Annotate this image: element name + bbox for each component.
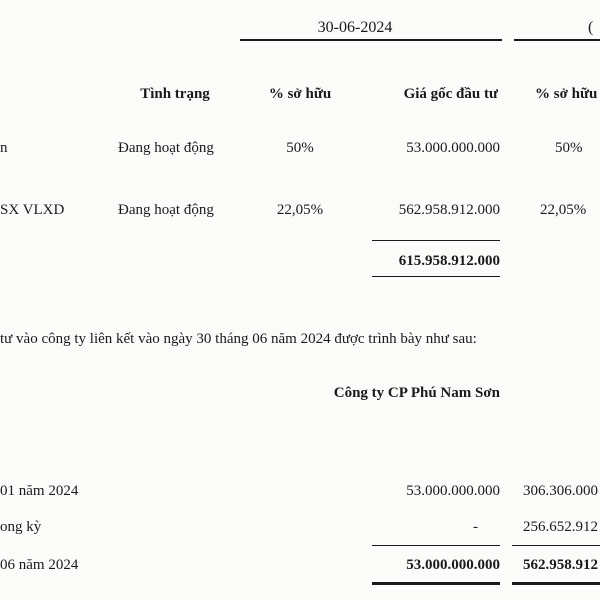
table-row-status: Đang hoạt động [118, 140, 214, 156]
table2-row-label: ong kỳ [0, 519, 42, 535]
table2-row-col1: 53.000.000.000 [406, 483, 500, 499]
table2-row-col2: 306.306.000 [523, 483, 598, 499]
col-header-ownership-right: % sở hữu [535, 86, 598, 102]
total-bottom-rule [372, 276, 500, 277]
table2-row-label: 06 năm 2024 [0, 557, 79, 573]
col-header-cost: Giá gốc đầu tư [403, 86, 498, 102]
table2-bottom-rule-right [512, 582, 600, 585]
paragraph-text: tư vào công ty liên kết vào ngày 30 tháng 06 năm 2024 được trình bày như sau: [0, 331, 477, 347]
period-date: 30-06-2024 [317, 19, 393, 36]
table-row-ownership-right: 22,05% [540, 202, 587, 218]
table2-row-col2: 256.652.912 [523, 519, 598, 535]
header-underline-right [514, 39, 600, 41]
table2-row-col1: 53.000.000.000 [406, 557, 500, 573]
header-underline [240, 39, 502, 41]
table2-bottom-rule [372, 582, 500, 585]
table2-row-col2: 562.958.912 [523, 557, 598, 573]
table-row-status: Đang hoạt động [118, 202, 214, 218]
table-row-name: n [0, 140, 8, 156]
table-total-cost: 615.958.912.000 [398, 253, 500, 269]
table2-row-label: 01 năm 2024 [0, 483, 79, 499]
period-date-right: ( [588, 19, 594, 36]
table2-column-header: Công ty CP Phú Nam Sơn [333, 385, 500, 401]
table2-top-rule [372, 545, 500, 546]
table-row-ownership: 50% [286, 140, 314, 156]
col-header-status: Tình trạng [140, 86, 210, 102]
table2-top-rule-right [512, 545, 600, 546]
table-row-ownership-right: 50% [555, 140, 583, 156]
table-row-name: SX VLXD [0, 202, 65, 218]
table-row-cost: 562.958.912.000 [398, 202, 500, 218]
table2-row-col1: - [473, 519, 478, 535]
table-row-cost: 53.000.000.000 [406, 140, 500, 156]
col-header-ownership: % sở hữu [268, 86, 332, 102]
total-top-rule [372, 240, 500, 241]
table-row-ownership: 22,05% [276, 202, 324, 218]
